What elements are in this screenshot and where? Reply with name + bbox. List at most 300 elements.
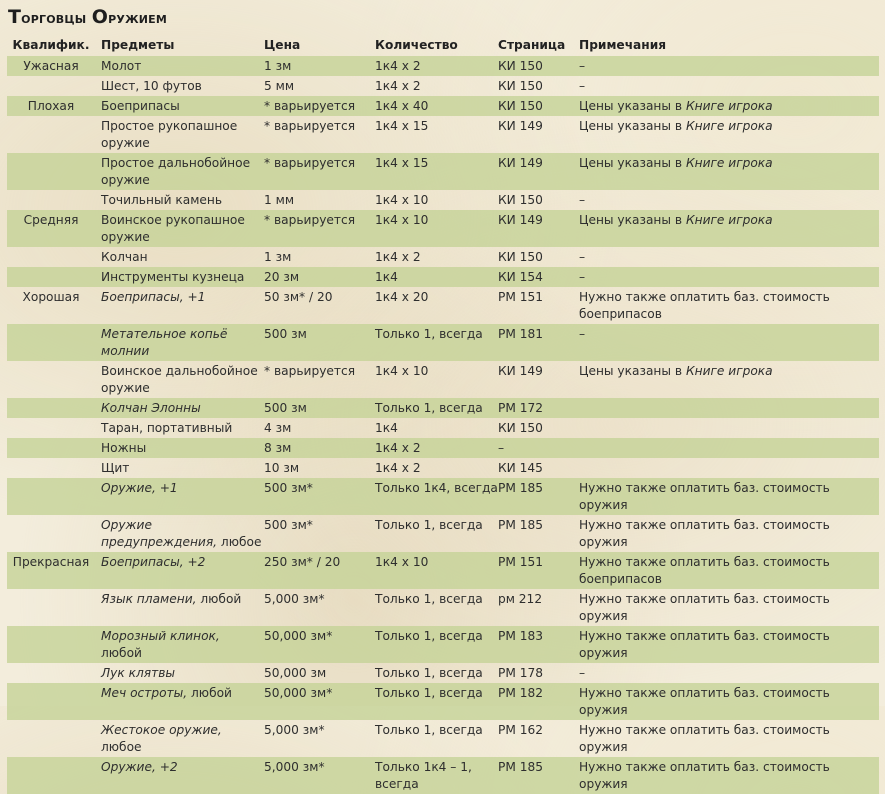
table-row (7, 56, 879, 76)
item-name: Таран, портативный (101, 420, 233, 435)
quantity-cell (375, 478, 498, 515)
table-row (7, 287, 879, 324)
quality-cell (7, 361, 95, 398)
item-cell (95, 361, 264, 398)
item-cell (95, 398, 264, 418)
item-name: Шест, 10 футов (101, 78, 202, 93)
item-name-italic: Жестокое оружие, (101, 722, 222, 737)
quality-cell (7, 324, 95, 361)
page-reference: РМ 181 (498, 326, 544, 341)
quantity-cell (375, 663, 498, 683)
table-row (7, 589, 879, 626)
quantity-value: 1к4 x 10 (375, 212, 429, 227)
column-header-quantity: Количество (375, 38, 458, 52)
page-reference: КИ 154 (498, 269, 543, 284)
note-text-italic: Книге игрока (685, 363, 773, 378)
page-reference: КИ 150 (498, 192, 543, 207)
quantity-value: 1к4 x 15 (375, 155, 429, 170)
note-text-italic: Книге игрока (685, 98, 773, 113)
quality-cell (7, 267, 95, 287)
table-row (7, 626, 879, 663)
quality-label: Средняя (23, 212, 79, 227)
price-value: 20 зм (264, 269, 300, 284)
price-cell (264, 153, 375, 190)
item-cell (95, 515, 264, 552)
item-name: Щит (101, 460, 130, 475)
price-cell (264, 361, 375, 398)
item-name: Инструменты кузнеца (101, 269, 245, 284)
quantity-cell (375, 190, 498, 210)
notes-cell (579, 478, 879, 515)
quantity-cell (375, 116, 498, 153)
note-text-italic: Книге игрока (685, 155, 773, 170)
item-name-suffix: любое (101, 739, 142, 754)
notes-cell (579, 56, 879, 76)
page-reference: РМ 182 (498, 685, 544, 700)
item-name-italic: Боеприпасы, +1 (101, 289, 206, 304)
quality-cell (7, 438, 95, 458)
quantity-value: Только 1к4 – 1, всегда (375, 759, 472, 791)
item-cell (95, 210, 264, 247)
table-row (7, 116, 879, 153)
page-cell (498, 683, 579, 720)
item-name-italic: Язык пламени, (101, 591, 197, 606)
item-name: Простое рукопашное оружие (101, 118, 238, 150)
page-cell (498, 438, 579, 458)
item-cell (95, 324, 264, 361)
page-title: Торговцы Оружием (8, 6, 167, 28)
quantity-value: 1к4 x 2 (375, 78, 421, 93)
page-cell (498, 458, 579, 478)
item-cell (95, 247, 264, 267)
item-cell (95, 757, 264, 794)
price-value: 500 зм (264, 326, 307, 341)
price-value: 500 зм (264, 400, 307, 415)
page-cell (498, 589, 579, 626)
page-cell (498, 398, 579, 418)
column-header-page: Страница (498, 38, 566, 52)
notes-cell (579, 458, 879, 478)
table-row (7, 153, 879, 190)
quantity-cell (375, 589, 498, 626)
quality-cell (7, 626, 95, 663)
note-text: Нужно также оплатить баз. стоимость оружия (579, 591, 830, 623)
price-cell (264, 324, 375, 361)
page-cell (498, 361, 579, 398)
quantity-cell (375, 361, 498, 398)
page-cell (498, 116, 579, 153)
table-row (7, 663, 879, 683)
item-name: Колчан (101, 249, 148, 264)
price-value: 5,000 зм* (264, 591, 325, 606)
price-cell (264, 210, 375, 247)
page-reference: РМ 178 (498, 665, 544, 680)
item-name-italic: Метательное копьё молнии (101, 326, 228, 358)
price-value: 8 зм (264, 440, 292, 455)
item-cell (95, 76, 264, 96)
item-cell (95, 552, 264, 589)
quantity-value: 1к4 (375, 269, 398, 284)
quality-cell (7, 56, 95, 76)
table-row (7, 418, 879, 438)
quantity-cell (375, 418, 498, 438)
notes-cell (579, 324, 879, 361)
table-row (7, 96, 879, 116)
quantity-value: Только 1, всегда (375, 722, 483, 737)
item-name-italic: Оружие, +1 (101, 480, 178, 495)
page-cell (498, 210, 579, 247)
price-value: 50,000 зм* (264, 685, 333, 700)
item-name: Простое дальнобойное оружие (101, 155, 251, 187)
page-cell (498, 267, 579, 287)
quality-cell (7, 458, 95, 478)
quantity-value: 1к4 x 2 (375, 460, 421, 475)
quality-cell (7, 76, 95, 96)
note-text: – (579, 78, 586, 93)
page-cell (498, 76, 579, 96)
quality-label: Плохая (27, 98, 75, 113)
quality-cell (7, 247, 95, 267)
note-text: – (579, 192, 586, 207)
note-text: – (579, 269, 586, 284)
note-text: Нужно также оплатить баз. стоимость оружия (579, 628, 830, 660)
price-cell (264, 247, 375, 267)
quality-cell (7, 720, 95, 757)
page-reference: КИ 150 (498, 249, 543, 264)
item-name-suffix: любое (217, 534, 262, 549)
quantity-value: 1к4 x 2 (375, 249, 421, 264)
quality-cell (7, 116, 95, 153)
notes-cell (579, 552, 879, 589)
item-cell (95, 267, 264, 287)
price-cell (264, 190, 375, 210)
price-value: 1 зм (264, 249, 292, 264)
notes-cell (579, 116, 879, 153)
table-row (7, 324, 879, 361)
item-cell (95, 458, 264, 478)
price-cell (264, 478, 375, 515)
page-cell (498, 247, 579, 267)
price-cell (264, 76, 375, 96)
page-reference: КИ 149 (498, 363, 543, 378)
quantity-value: Только 1, всегда (375, 400, 483, 415)
page-reference: РМ 151 (498, 289, 544, 304)
note-text: Нужно также оплатить баз. стоимость оружия (579, 759, 830, 791)
item-cell (95, 190, 264, 210)
note-text: – (579, 249, 586, 264)
notes-cell (579, 76, 879, 96)
price-value: 5,000 зм* (264, 759, 325, 774)
notes-cell (579, 720, 879, 757)
quantity-cell (375, 757, 498, 794)
quantity-value: 1к4 x 40 (375, 98, 429, 113)
quantity-value: Только 1, всегда (375, 685, 483, 700)
item-name-italic: Оружие предупреждения, (101, 517, 218, 549)
notes-cell (579, 361, 879, 398)
page-reference: КИ 150 (498, 98, 543, 113)
price-value: 5,000 зм* (264, 722, 325, 737)
item-name-italic: Морозный клинок, (101, 628, 220, 643)
item-cell (95, 683, 264, 720)
item-name-italic: Меч остроты, (101, 685, 188, 700)
table-row (7, 552, 879, 589)
notes-cell (579, 287, 879, 324)
quantity-cell (375, 267, 498, 287)
price-cell (264, 757, 375, 794)
note-text: Цены указаны в (579, 363, 686, 378)
note-text: Цены указаны в (579, 212, 686, 227)
page-reference: рм 212 (498, 591, 543, 606)
notes-cell (579, 190, 879, 210)
quantity-value: 1к4 x 10 (375, 363, 429, 378)
note-text: Нужно также оплатить баз. стоимость оружия (579, 480, 830, 512)
price-value: * варьируется (264, 118, 356, 133)
quality-label: Прекрасная (12, 554, 90, 569)
quantity-cell (375, 398, 498, 418)
price-cell (264, 683, 375, 720)
column-header-quality: Квалифик. (12, 38, 90, 52)
note-text-italic: Книге игрока (685, 212, 773, 227)
price-cell (264, 458, 375, 478)
price-cell (264, 56, 375, 76)
note-text: Нужно также оплатить баз. стоимость боеприпасов (579, 554, 830, 586)
quantity-cell (375, 458, 498, 478)
table-body (7, 56, 879, 794)
price-cell (264, 589, 375, 626)
table-row (7, 515, 879, 552)
quality-label: Хорошая (22, 289, 80, 304)
quality-cell (7, 153, 95, 190)
quantity-value: 1к4 x 10 (375, 192, 429, 207)
notes-cell (579, 515, 879, 552)
item-cell (95, 153, 264, 190)
item-cell (95, 626, 264, 663)
item-name: Точильный камень (101, 192, 223, 207)
item-cell (95, 438, 264, 458)
item-name-italic: Лук клятвы (101, 665, 175, 680)
table-row (7, 190, 879, 210)
price-cell (264, 663, 375, 683)
table-row (7, 757, 879, 794)
page-reference: – (498, 440, 505, 455)
quantity-cell (375, 552, 498, 589)
column-header-price: Цена (264, 38, 301, 52)
page-cell (498, 626, 579, 663)
quantity-cell (375, 76, 498, 96)
price-value: 500 зм* (264, 480, 313, 495)
page-reference: РМ 185 (498, 480, 544, 495)
note-text: Нужно также оплатить баз. стоимость оружия (579, 517, 830, 549)
item-name-suffix: любой (196, 591, 242, 606)
price-value: 500 зм* (264, 517, 313, 532)
item-cell (95, 287, 264, 324)
notes-cell (579, 247, 879, 267)
quality-cell (7, 398, 95, 418)
quantity-cell (375, 515, 498, 552)
page-cell (498, 478, 579, 515)
quality-cell (7, 418, 95, 438)
page-cell (498, 757, 579, 794)
quantity-value: 1к4 x 2 (375, 440, 421, 455)
quantity-value: 1к4 x 2 (375, 58, 421, 73)
item-cell (95, 116, 264, 153)
page-cell (498, 190, 579, 210)
item-cell (95, 478, 264, 515)
page-cell (498, 418, 579, 438)
quantity-cell (375, 287, 498, 324)
item-name-italic: Боеприпасы, +2 (101, 554, 206, 569)
page-cell (498, 96, 579, 116)
price-value: 1 зм (264, 58, 292, 73)
item-name: Воинское дальнобойное оружие (101, 363, 258, 395)
quality-cell (7, 589, 95, 626)
item-cell (95, 663, 264, 683)
quantity-value: Только 1к4, всегда (375, 480, 498, 495)
notes-cell (579, 96, 879, 116)
price-value: * варьируется (264, 363, 356, 378)
page-cell (498, 663, 579, 683)
page-reference: КИ 149 (498, 212, 543, 227)
quantity-value: 1к4 x 15 (375, 118, 429, 133)
item-name-italic: Колчан Элонны (101, 400, 201, 415)
table-row (7, 720, 879, 757)
item-name-italic: Оружие, +2 (101, 759, 178, 774)
table-header-row (7, 36, 879, 56)
price-value: * варьируется (264, 212, 356, 227)
quantity-cell (375, 96, 498, 116)
item-cell (95, 720, 264, 757)
notes-cell (579, 683, 879, 720)
notes-cell (579, 757, 879, 794)
quality-cell (7, 683, 95, 720)
page-reference: РМ 151 (498, 554, 544, 569)
table-row (7, 398, 879, 418)
page-cell (498, 324, 579, 361)
item-name: Ножны (101, 440, 147, 455)
table-row (7, 438, 879, 458)
quantity-cell (375, 153, 498, 190)
quantity-value: 1к4 (375, 420, 398, 435)
quality-cell (7, 478, 95, 515)
quality-cell (7, 287, 95, 324)
price-cell (264, 515, 375, 552)
price-cell (264, 267, 375, 287)
notes-cell (579, 589, 879, 626)
note-text: – (579, 665, 586, 680)
quantity-value: Только 1, всегда (375, 591, 483, 606)
note-text: – (579, 58, 586, 73)
quantity-cell (375, 626, 498, 663)
price-value: 10 зм (264, 460, 300, 475)
quantity-cell (375, 56, 498, 76)
column-header-notes: Примечания (579, 38, 667, 52)
quantity-value: Только 1, всегда (375, 665, 483, 680)
price-value: 50 зм* / 20 (264, 289, 333, 304)
quantity-value: 1к4 x 20 (375, 289, 429, 304)
quantity-value: 1к4 x 10 (375, 554, 429, 569)
page-reference: РМ 183 (498, 628, 544, 643)
table-row (7, 247, 879, 267)
price-cell (264, 418, 375, 438)
table-row (7, 361, 879, 398)
page-reference: КИ 149 (498, 155, 543, 170)
quality-label: Ужасная (23, 58, 79, 73)
page-reference: РМ 185 (498, 517, 544, 532)
quantity-value: Только 1, всегда (375, 326, 483, 341)
table-row (7, 478, 879, 515)
price-cell (264, 438, 375, 458)
table-row (7, 210, 879, 247)
price-value: * варьируется (264, 98, 356, 113)
item-name-suffix: любой (101, 645, 142, 660)
quality-cell (7, 757, 95, 794)
item-name: Боеприпасы (101, 98, 180, 113)
price-cell (264, 116, 375, 153)
item-name: Воинское рукопашное оружие (101, 212, 245, 244)
note-text: – (579, 326, 586, 341)
table-row (7, 683, 879, 720)
page-reference: РМ 172 (498, 400, 544, 415)
page-cell (498, 720, 579, 757)
item-cell (95, 96, 264, 116)
price-value: 4 зм (264, 420, 292, 435)
price-cell (264, 398, 375, 418)
price-cell (264, 96, 375, 116)
notes-cell (579, 153, 879, 190)
page-reference: КИ 150 (498, 58, 543, 73)
item-name: Молот (101, 58, 142, 73)
price-value: * варьируется (264, 155, 356, 170)
item-cell (95, 418, 264, 438)
quality-cell (7, 96, 95, 116)
note-text: Цены указаны в (579, 98, 686, 113)
price-cell (264, 626, 375, 663)
weapon-merchants-table (7, 36, 879, 794)
item-cell (95, 589, 264, 626)
quality-cell (7, 552, 95, 589)
item-name-suffix: любой (187, 685, 232, 700)
quantity-cell (375, 720, 498, 757)
quantity-cell (375, 324, 498, 361)
quantity-cell (375, 210, 498, 247)
quality-cell (7, 663, 95, 683)
note-text: Нужно также оплатить баз. стоимость оружия (579, 685, 830, 717)
table-row (7, 267, 879, 287)
note-text-italic: Книге игрока (685, 118, 773, 133)
note-text: Цены указаны в (579, 155, 686, 170)
price-value: 1 мм (264, 192, 295, 207)
price-value: 50,000 зм (264, 665, 327, 680)
column-header-items: Предметы (101, 38, 175, 52)
page-cell (498, 552, 579, 589)
quality-cell (7, 210, 95, 247)
notes-cell (579, 438, 879, 458)
price-value: 250 зм* / 20 (264, 554, 341, 569)
page-cell (498, 56, 579, 76)
price-cell (264, 720, 375, 757)
page-reference: КИ 145 (498, 460, 543, 475)
quantity-value: Только 1, всегда (375, 517, 483, 532)
price-cell (264, 552, 375, 589)
notes-cell (579, 210, 879, 247)
table-row (7, 76, 879, 96)
quantity-cell (375, 683, 498, 720)
table-row (7, 458, 879, 478)
quality-cell (7, 190, 95, 210)
price-value: 5 мм (264, 78, 295, 93)
quantity-value: Только 1, всегда (375, 628, 483, 643)
page-reference: КИ 149 (498, 118, 543, 133)
